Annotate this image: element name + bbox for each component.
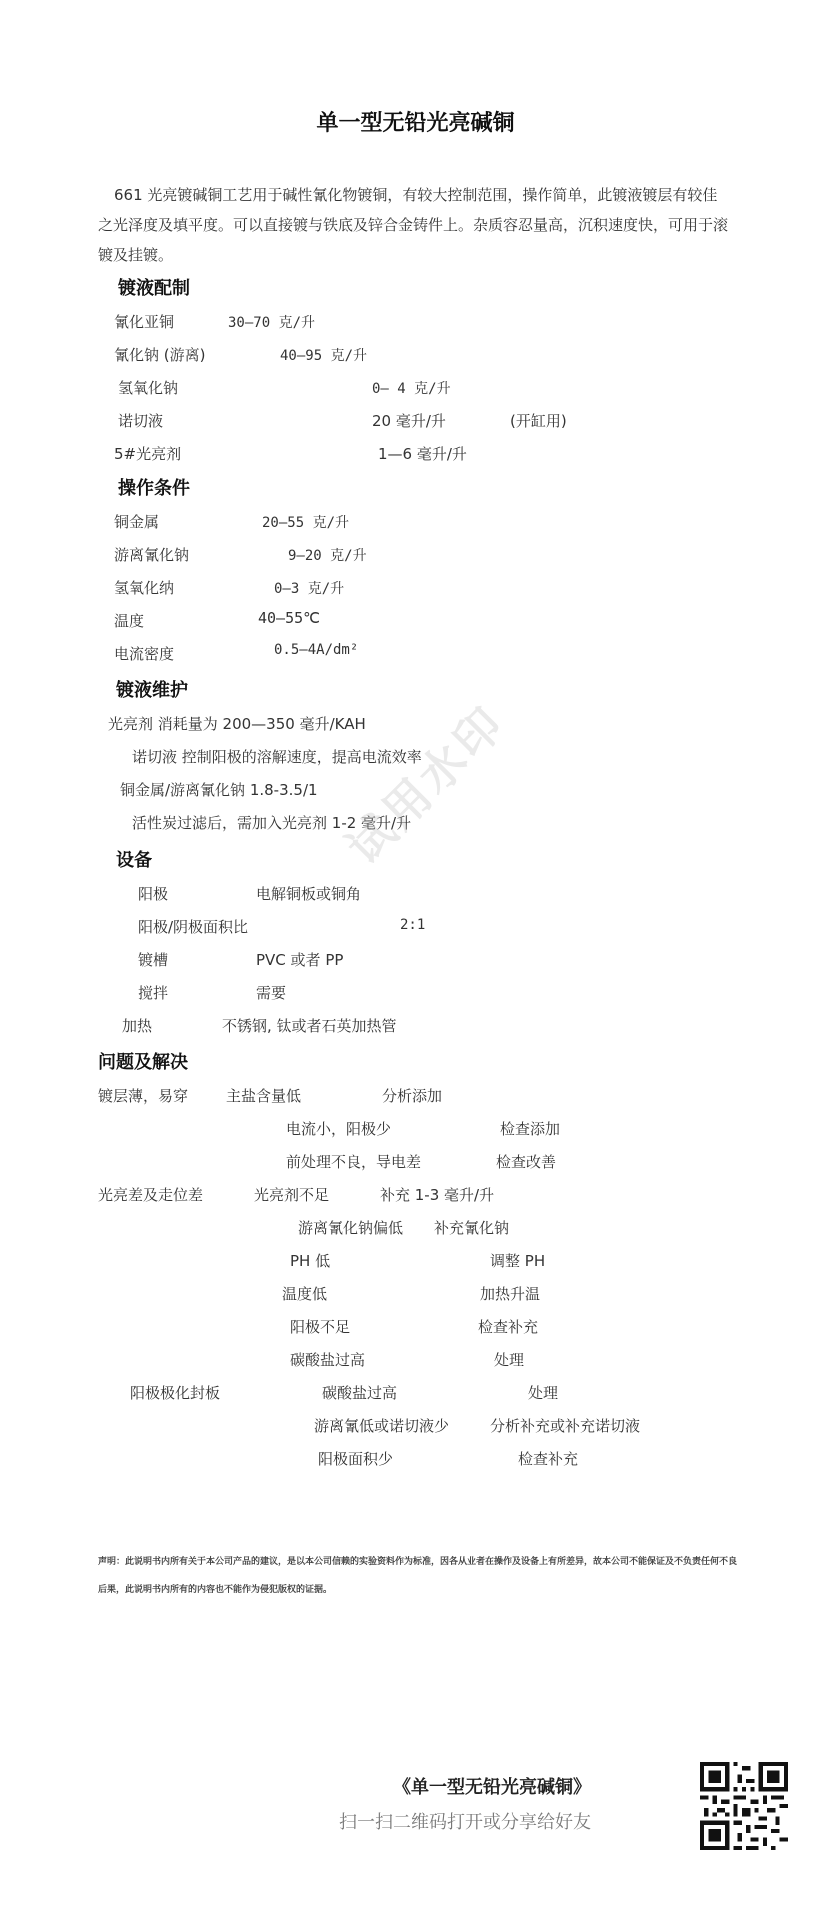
prep-item-value: 20 毫升/升 — [372, 412, 446, 430]
problem-fix: 检查添加 — [500, 1120, 561, 1138]
problem-fix: 检查补充 — [518, 1450, 579, 1468]
equipment-value: 电解铜板或铜角 — [256, 885, 362, 903]
condition-value: 9—20 克/升 — [288, 548, 367, 564]
prep-item-value: 1—6 毫升/升 — [378, 445, 467, 463]
problem-label: 镀层薄，易穿 — [98, 1087, 189, 1105]
equipment-name: 加热 — [122, 1017, 153, 1035]
maintenance-line: 活性炭过滤后，需加入光亮剂 1-2 毫升/升 — [132, 814, 412, 832]
section-heading-maintenance: 镀液维护 — [116, 680, 188, 701]
section-heading-prep: 镀液配制 — [118, 278, 190, 299]
problem-cause: 游离氰化钠偏低 — [298, 1219, 404, 1237]
disclaimer-text: 声明：此说明书内所有关于本公司产品的建议，是以本公司信赖的实验资料作为标准，因各从业者在操作及设备上有所差异，故本公司不能保证及不负责任何不良后果，此说明书内所有的内容也不能作为侵犯版权的证据。 — [98, 1557, 738, 1595]
problem-cause: 游离氰低或诺切液少 — [314, 1417, 450, 1435]
condition-name: 氢氧化纳 — [114, 579, 175, 597]
problem-cause: 光亮剂不足 — [254, 1186, 330, 1204]
prep-item-name: 氰化亚铜 — [114, 313, 175, 331]
footer-title: 《单一型无铅光亮碱铜》 — [393, 1777, 591, 1798]
equipment-name: 阳极 — [138, 885, 169, 903]
problem-cause: 碳酸盐过高 — [290, 1351, 366, 1369]
problem-fix: 处理 — [528, 1384, 559, 1402]
section-heading-problems: 问题及解决 — [98, 1052, 188, 1073]
condition-value: 0—3 克/升 — [274, 581, 345, 597]
problem-fix: 检查改善 — [496, 1153, 557, 1171]
condition-value: 40—55℃ — [258, 609, 320, 627]
section-heading-equipment: 设备 — [116, 850, 152, 871]
problem-fix: 处理 — [494, 1351, 525, 1369]
equipment-name: 搅拌 — [138, 984, 169, 1002]
problem-fix: 补充氰化钠 — [434, 1219, 510, 1237]
qr-code-icon[interactable] — [700, 1762, 788, 1850]
problem-cause: 温度低 — [282, 1285, 328, 1303]
prep-item-name: 氰化钠 (游离) — [114, 346, 206, 364]
maintenance-line: 光亮剂 消耗量为 200—350 毫升/KAH — [108, 715, 366, 733]
problem-cause: PH 低 — [290, 1252, 331, 1270]
problem-label: 光亮差及走位差 — [98, 1186, 204, 1204]
trial-watermark: 试用水印 — [336, 694, 516, 875]
problem-fix: 检查补充 — [478, 1318, 539, 1336]
prep-item-value: 40—95 克/升 — [280, 348, 368, 364]
problem-fix: 补充 1-3 毫升/升 — [380, 1186, 495, 1204]
maintenance-line: 铜金属/游离氰化钠 1.8-3.5/1 — [120, 781, 318, 799]
condition-name: 游离氰化钠 — [114, 546, 190, 564]
prep-item-value: 0— 4 克/升 — [372, 381, 451, 397]
prep-item-name: 氢氧化钠 — [118, 379, 179, 397]
problem-fix: 调整 PH — [490, 1252, 546, 1270]
intro-paragraph: 661 光亮镀碱铜工艺用于碱性氰化物镀铜，有较大控制范围，操作简单，此镀液镀层有较佳之光泽度及填平度。可以直接镀与铁底及锌合金铸件上。杂质容忍量高，沉积速度快，可用于滚镀及挂镀。 — [98, 186, 729, 264]
condition-name: 铜金属 — [114, 513, 160, 531]
problem-cause: 主盐含量低 — [226, 1087, 302, 1105]
problem-fix: 分析补充或补充诺切液 — [490, 1417, 641, 1435]
equipment-value: 需要 — [256, 984, 287, 1002]
problem-label: 阳极极化封板 — [130, 1384, 221, 1402]
prep-item-name: 5#光亮剂 — [114, 445, 182, 463]
problem-cause: 碳酸盐过高 — [322, 1384, 398, 1402]
equipment-value: 2:1 — [400, 917, 426, 933]
footer-subtitle: 扫一扫二维码打开或分享给好友 — [339, 1812, 591, 1833]
problem-cause: 阳极面积少 — [318, 1450, 394, 1468]
problem-cause: 前处理不良，导电差 — [286, 1153, 422, 1171]
condition-value: 20—55 克/升 — [262, 515, 350, 531]
equipment-name: 阳极/阴极面积比 — [138, 918, 249, 936]
problem-fix: 分析添加 — [382, 1087, 443, 1105]
problem-fix: 加热升温 — [480, 1285, 541, 1303]
maintenance-line: 诺切液 控制阳极的溶解速度，提高电流效率 — [132, 748, 422, 766]
prep-item-value: 30—70 克/升 — [228, 315, 316, 331]
section-heading-conditions: 操作条件 — [118, 478, 190, 499]
prep-item-note: (开缸用) — [510, 412, 567, 430]
problem-cause: 电流小，阳极少 — [286, 1120, 392, 1138]
prep-item-name: 诺切液 — [118, 412, 164, 430]
equipment-value: 不锈钢, 钛或者石英加热管 — [222, 1017, 397, 1035]
equipment-value: PVC 或者 PP — [256, 951, 344, 969]
condition-value: 0.5—4A/dm² — [274, 642, 359, 658]
condition-name: 电流密度 — [114, 645, 175, 663]
document-title: 单一型无铅光亮碱铜 — [316, 111, 515, 136]
problem-cause: 阳极不足 — [290, 1318, 351, 1336]
condition-name: 温度 — [114, 612, 145, 630]
equipment-name: 镀槽 — [138, 951, 169, 969]
